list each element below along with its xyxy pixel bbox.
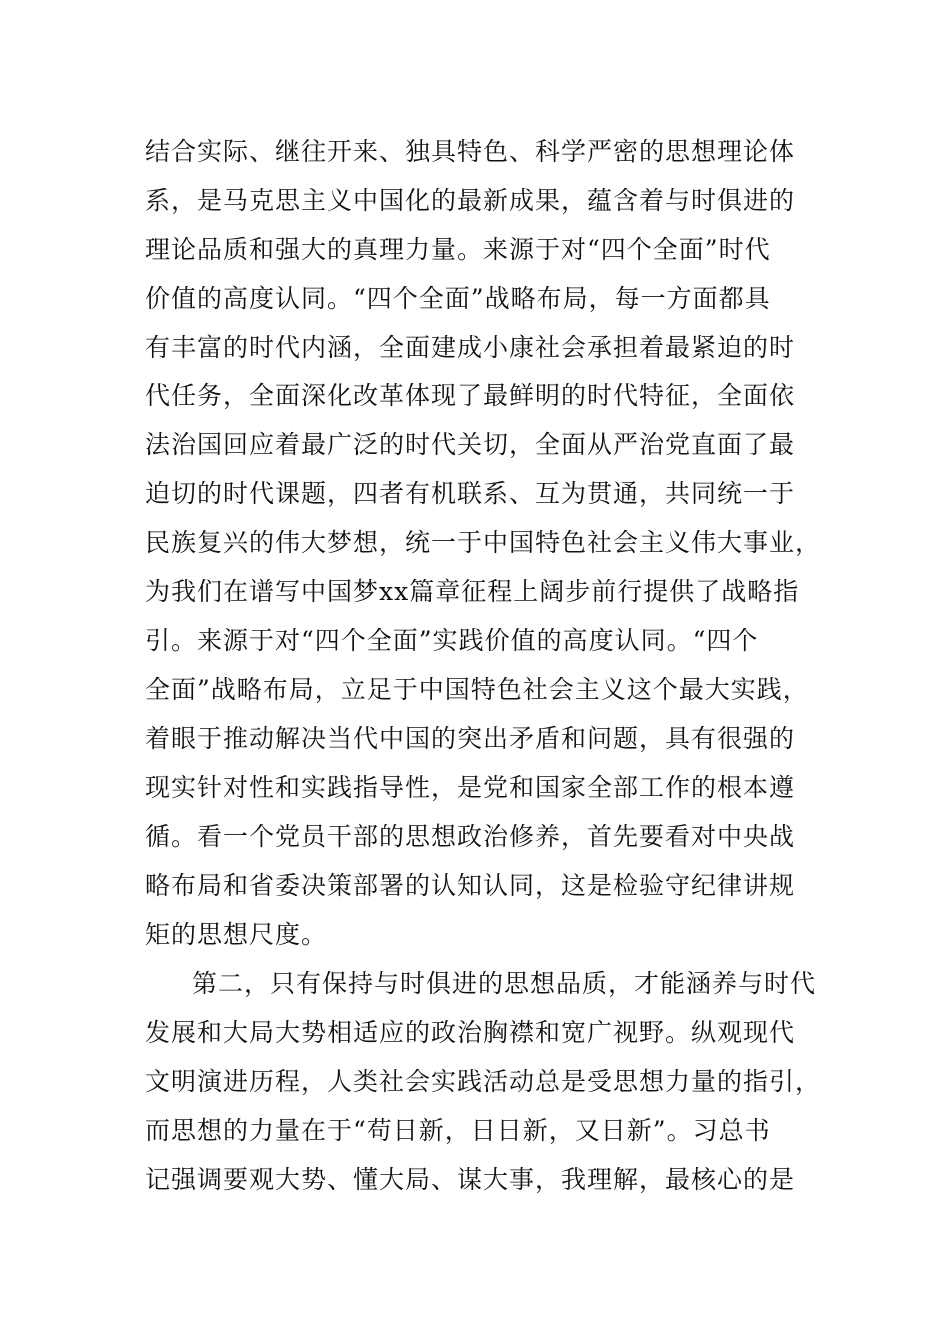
- text-line: 为我们在谱写中国梦xx篇章征程上阔步前行提供了战略指: [145, 577, 800, 606]
- text-line: 有丰富的时代内涵，全面建成小康社会承担着最紧迫的时: [145, 333, 796, 362]
- text-line: 循。看一个党员干部的思想政治修养，首先要看对中央战: [145, 822, 796, 851]
- text-line: 法治国回应着最广泛的时代关切，全面从严治党直面了最: [145, 430, 796, 459]
- text-line: 而思想的力量在于“苟日新，日日新，又日新”。习总书: [145, 1116, 771, 1145]
- text-line: 矩的思想尺度。: [145, 920, 328, 949]
- text-line: 全面”战略布局，立足于中国特色社会主义这个最大实践，: [145, 675, 809, 704]
- text-line: 发展和大局大势相适应的政治胸襟和宽广视野。纵观现代: [145, 1018, 796, 1047]
- text-line: 理论品质和强大的真理力量。来源于对“四个全面”时代: [145, 235, 771, 264]
- text-line: 代任务，全面深化改革体现了最鲜明的时代特征，全面依: [145, 381, 796, 410]
- text-line: 结合实际、继往开来、独具特色、科学严密的思想理论体: [145, 137, 796, 166]
- text-line: 文明演进历程，人类社会实践活动总是受思想力量的指引，: [145, 1067, 822, 1096]
- text-line: 现实针对性和实践指导性，是党和国家全部工作的根本遵: [145, 773, 796, 802]
- text-line: 系，是马克思主义中国化的最新成果，蕴含着与时俱进的: [145, 186, 796, 215]
- text-line: 着眼于推动解决当代中国的突出矛盾和问题，具有很强的: [145, 724, 796, 753]
- text-line: 略布局和省委决策部署的认知认同，这是检验守纪律讲规: [145, 871, 796, 900]
- text-line: 民族复兴的伟大梦想，统一于中国特色社会主义伟大事业，: [145, 528, 822, 557]
- paragraph-start-line: 第二，只有保持与时俱进的思想品质，才能涵养与时代: [192, 969, 817, 998]
- text-line: 价值的高度认同。“四个全面”战略布局，每一方面都具: [145, 284, 771, 313]
- text-line: 记强调要观大势、懂大局、谋大事，我理解，最核心的是: [145, 1165, 796, 1194]
- text-line: 迫切的时代课题，四者有机联系、互为贯通，共同统一于: [145, 479, 796, 508]
- text-line: 引。来源于对“四个全面”实践价值的高度认同。“四个: [145, 626, 759, 655]
